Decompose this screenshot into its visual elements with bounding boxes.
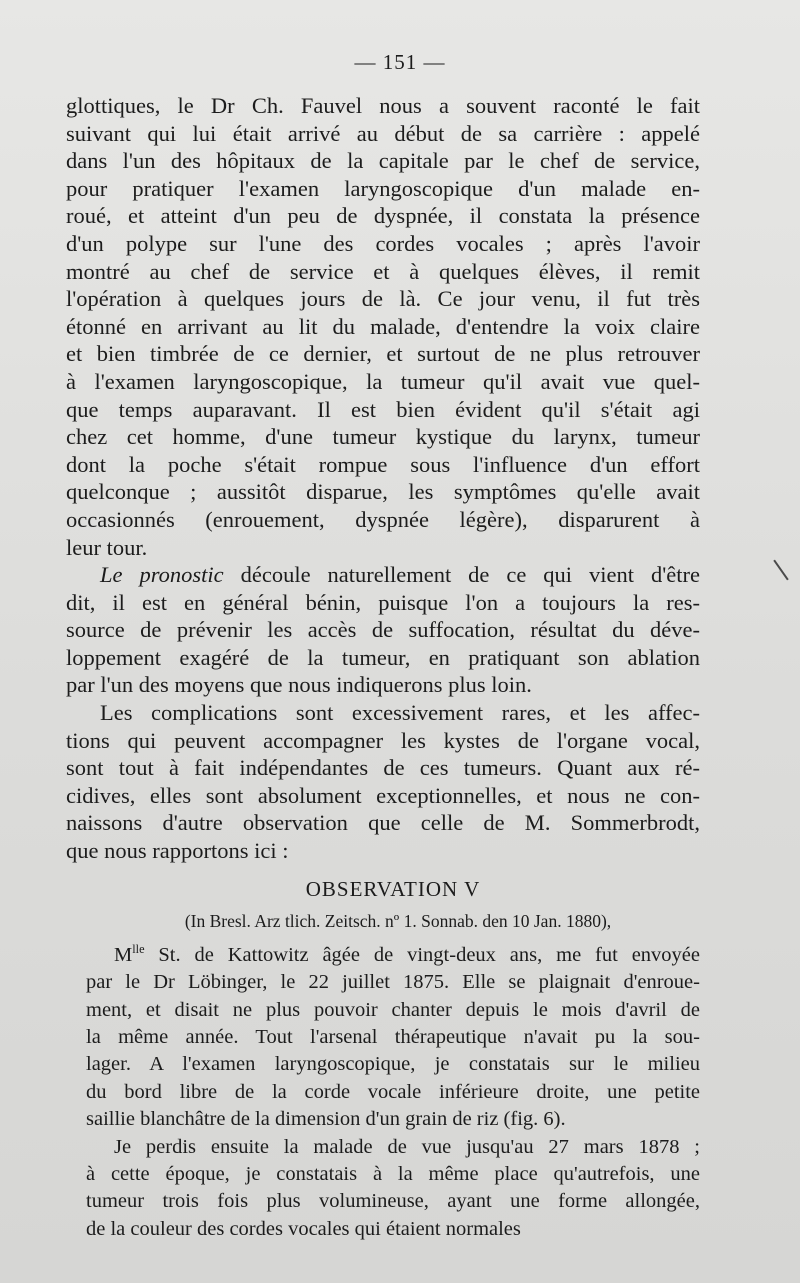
text-line: du bord libre de la corde vocale inférieure droite, une petite (86, 1080, 700, 1103)
text-line: à l'examen laryngoscopique, la tumeur qu'il avait vue quel- (66, 368, 700, 394)
paragraph-pronostic (66, 561, 700, 699)
text-line: pour pratiquer l'examen laryngoscopique d'un malade en- (66, 175, 700, 201)
text-line: sont tout à fait indépendantes de ces tumeurs. Quant aux ré- (66, 755, 700, 781)
text-line: roué, et atteint d'un peu de dyspnée, il constata la présence (66, 203, 700, 229)
margin-pencil-mark (773, 560, 788, 581)
text-line: cidives, elles sont absolument exceptionnelles, et nous ne con- (66, 782, 700, 808)
text-line: dans l'un des hôpitaux de la capitale par le chef de service, (66, 148, 700, 174)
text-line: tions qui peuvent accompagner les kystes de l'organe vocal, (66, 727, 700, 753)
text-line: l'opération à quelques jours de là. Ce jour venu, il fut très (66, 286, 700, 312)
observation-paragraph-2 (86, 1134, 700, 1244)
text-line: et bien timbrée de ce dernier, et surtout de ne plus retrouver (66, 341, 700, 367)
text-line (66, 561, 700, 589)
text-line: dit, il est en général bénin, puisque l'on a toujours la res- (66, 589, 700, 615)
observation-reference: (In Bresl. Arz tlich. Zeitsch. nº 1. Sonnab. den 10 Jan. 1880), (184, 911, 612, 932)
text-line: ment, et disait ne plus pouvoir chanter depuis le mois d'avril de (86, 998, 700, 1021)
text-line: loppement exagéré de la tumeur, en pratiquant son ablation (66, 644, 700, 670)
observation-body (66, 942, 700, 1243)
text-line: leur tour. (66, 534, 148, 560)
pronostic-heading: Le pronostic (100, 562, 224, 588)
text-line: Je perdis ensuite la malade de vue jusqu'au 27 mars 1878 ; (114, 1135, 700, 1158)
text-line: naissons d'autre observation que celle de M. Sommerbrodt, (66, 810, 700, 836)
title-abbrev: M (114, 943, 133, 966)
text-line: tumeur trois fois plus volumineuse, ayant une forme allongée, (86, 1190, 700, 1213)
paragraph-complications (66, 699, 700, 865)
text-line: quelconque ; aussitôt disparue, les symptômes qu'elle avait (66, 479, 700, 505)
text-line: à cette époque, je constatais à la même place qu'autrefois, une (86, 1163, 700, 1186)
text-line: dont la poche s'était rompue sous l'influence d'un effort (66, 451, 700, 477)
text-fragment: St. de Kattowitz âgée de vingt-deux ans, me fut envoyée (144, 943, 700, 966)
text-line: chez cet homme, d'une tumeur kystique du larynx, tumeur (66, 424, 700, 450)
page-number: — 151 — (354, 50, 446, 74)
main-text (66, 92, 700, 1243)
title-abbrev-sup: lle (132, 941, 145, 956)
text-line: montré au chef de service et à quelques élèves, il remit (66, 258, 700, 284)
text-line: glottiques, le Dr Ch. Fauvel nous a souvent raconté le fait (66, 93, 700, 118)
text-line: que nous rapportons ici : (66, 838, 289, 864)
text-line: étonné en arrivant au lit du malade, d'entendre la voix claire (66, 313, 700, 339)
text-line: d'un polype sur l'une des cordes vocales ; après l'avoir (66, 230, 700, 256)
text-line: que temps auparavant. Il est bien évident qu'il s'était agi (66, 396, 700, 422)
text-line: de la couleur des cordes vocales qui étaient normales (86, 1217, 521, 1240)
text-line (86, 942, 700, 969)
text-line: par l'un des moyens que nous indiquerons plus loin. (66, 672, 532, 698)
text-line: lager. A l'examen laryngoscopique, je constatais sur le milieu (86, 1053, 700, 1076)
text-line: source de prévenir les accès de suffocation, résultat du déve- (66, 617, 700, 643)
text-line: occasionnés (enrouement, dyspnée légère), disparurent à (66, 506, 700, 532)
observation-title: OBSERVATION V (305, 876, 481, 901)
text-line: saillie blanchâtre de la dimension d'un grain de riz (fig. 6). (86, 1108, 566, 1131)
paragraph-fauvel-anecdote (66, 92, 700, 561)
text-line: la même année. Tout l'arsenal thérapeutique n'avait pu la sou- (86, 1026, 700, 1049)
text-line: par le Dr Löbinger, le 22 juillet 1875. Elle se plaignait d'enroue- (86, 971, 700, 994)
text-line: suivant qui lui était arrivé au début de sa carrière : appelé (66, 120, 700, 146)
text-fragment: découle naturellement de ce qui vient d'être (223, 562, 700, 588)
observation-paragraph-1 (86, 942, 700, 1134)
text-line: Les complications sont excessivement rares, et les affec- (100, 700, 700, 726)
